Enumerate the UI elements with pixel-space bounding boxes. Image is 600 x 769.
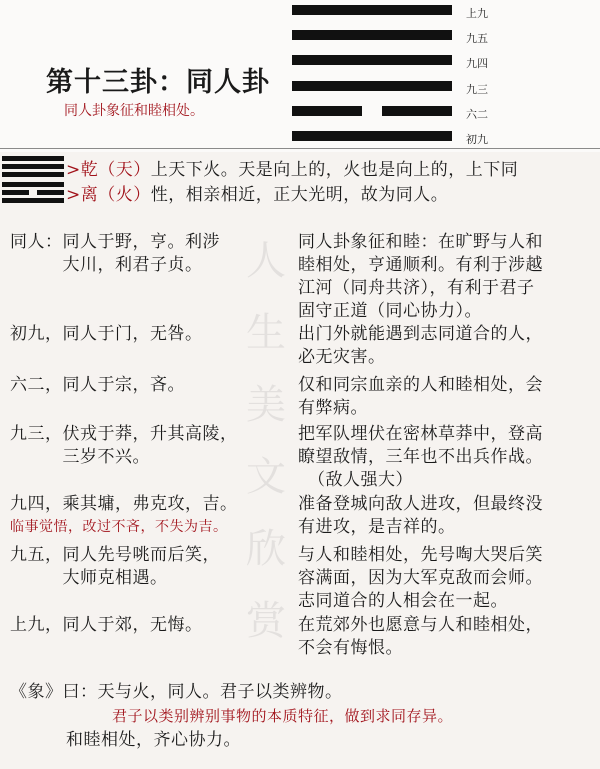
watermark: 人 生 美 文 欣 赏: [246, 238, 286, 644]
row-judgment-translation: 同人卦象征和睦：在旷野与人和 睦相处，亨通顺利。有利于涉越 江河（同舟共济），有利于君子 固守正道（同心协力）。: [298, 232, 543, 321]
hexagram-line-yang: [292, 5, 452, 15]
row-jiusan-translation: 把军队埋伏在密林草莽中，登高 瞭望敌情，三年也不出兵作战。 （敌人强大）: [298, 424, 543, 490]
hexagram-line-yang: [292, 131, 452, 141]
intro-line-1: [66, 155, 518, 180]
xiang-commentary: 君子以类别辨别事物的本质特征，做到求同存异。: [112, 707, 454, 725]
yao-label: 九三: [466, 83, 488, 96]
row-jiuwu-translation: 与人和睦相处，先号啕大哭后笑 容满面，因为大军克敌而会师。 志同道合的人相会在一起。: [298, 545, 543, 611]
xiang-statement: 《象》曰：天与火，同人。君子以类辨物。: [10, 682, 343, 702]
yao-label: 九五: [466, 32, 488, 45]
row-jiusi-text: 九四，乘其墉，弗克攻，吉。 临事觉悟，改过不吝，不失为吉。: [10, 493, 238, 539]
yao-label: 九四: [466, 57, 488, 70]
trigram-line-yin: [2, 190, 64, 195]
row-shangjiu-text: 上九，同人于郊，无悔。: [10, 615, 203, 635]
xiang-summary: 和睦相处，齐心协力。: [66, 730, 241, 750]
row-liuer-text: 六二，同人于宗，吝。: [10, 375, 185, 395]
yao-label: 上九: [466, 7, 488, 20]
hexagram-line-yang: [292, 81, 452, 91]
page-subtitle: 同人卦象征和睦相处。: [64, 103, 204, 119]
yao-label: 初九: [466, 133, 488, 146]
page-title: 第十三卦：同人卦: [46, 67, 270, 98]
header: [0, 0, 600, 152]
intro-text: 性，相亲相近，正大光明，故为同人。: [150, 185, 449, 205]
commentary-note: 临事觉悟，改过不吝，不失为吉。: [10, 519, 228, 535]
hexagram-line-yang: [292, 30, 452, 40]
hexagram-line-yin: [292, 106, 452, 116]
row-jiuwu-text: 九五，同人先号咷而后笑， 大师克相遇。: [10, 545, 220, 588]
row-jiusi-translation: 准备登城向敌人进攻，但最终没 有进攻，是吉祥的。: [298, 494, 543, 537]
trigram-line-yang: [2, 182, 64, 187]
row-jiusan-text: 九三，伏戎于莽，升其高陵， 三岁不兴。: [10, 424, 238, 467]
row-liuer-translation: 仅和同宗血亲的人和睦相处，会 有弊病。: [298, 375, 543, 418]
lower-trigram-name: >离（火）: [66, 185, 151, 205]
row-chujiu-text: 初九，同人于门，无咎。: [10, 324, 203, 344]
upper-trigram-name: >乾（天）: [66, 160, 151, 180]
intro-text: 上天下火。天是向上的，火也是向上的，上下同: [150, 160, 519, 180]
trigram-line-yang: [2, 164, 64, 169]
trigram-line-yang: [2, 156, 64, 161]
intro-line-2: [66, 180, 448, 205]
trigram-line-yang: [2, 198, 64, 203]
trigram-line-yang: [2, 172, 64, 177]
row-chujiu-translation: 出门外就能遇到志同道合的人， 必无灾害。: [298, 324, 543, 367]
row-shangjiu-translation: 在荒郊外也愿意与人和睦相处， 不会有悔恨。: [298, 615, 543, 658]
yao-label: 六二: [466, 108, 488, 121]
hexagram-line-yang: [292, 55, 452, 65]
row-judgment-text: 同人：同人于野，亨。利涉 大川，利君子贞。: [10, 232, 220, 275]
divider: [0, 148, 600, 149]
